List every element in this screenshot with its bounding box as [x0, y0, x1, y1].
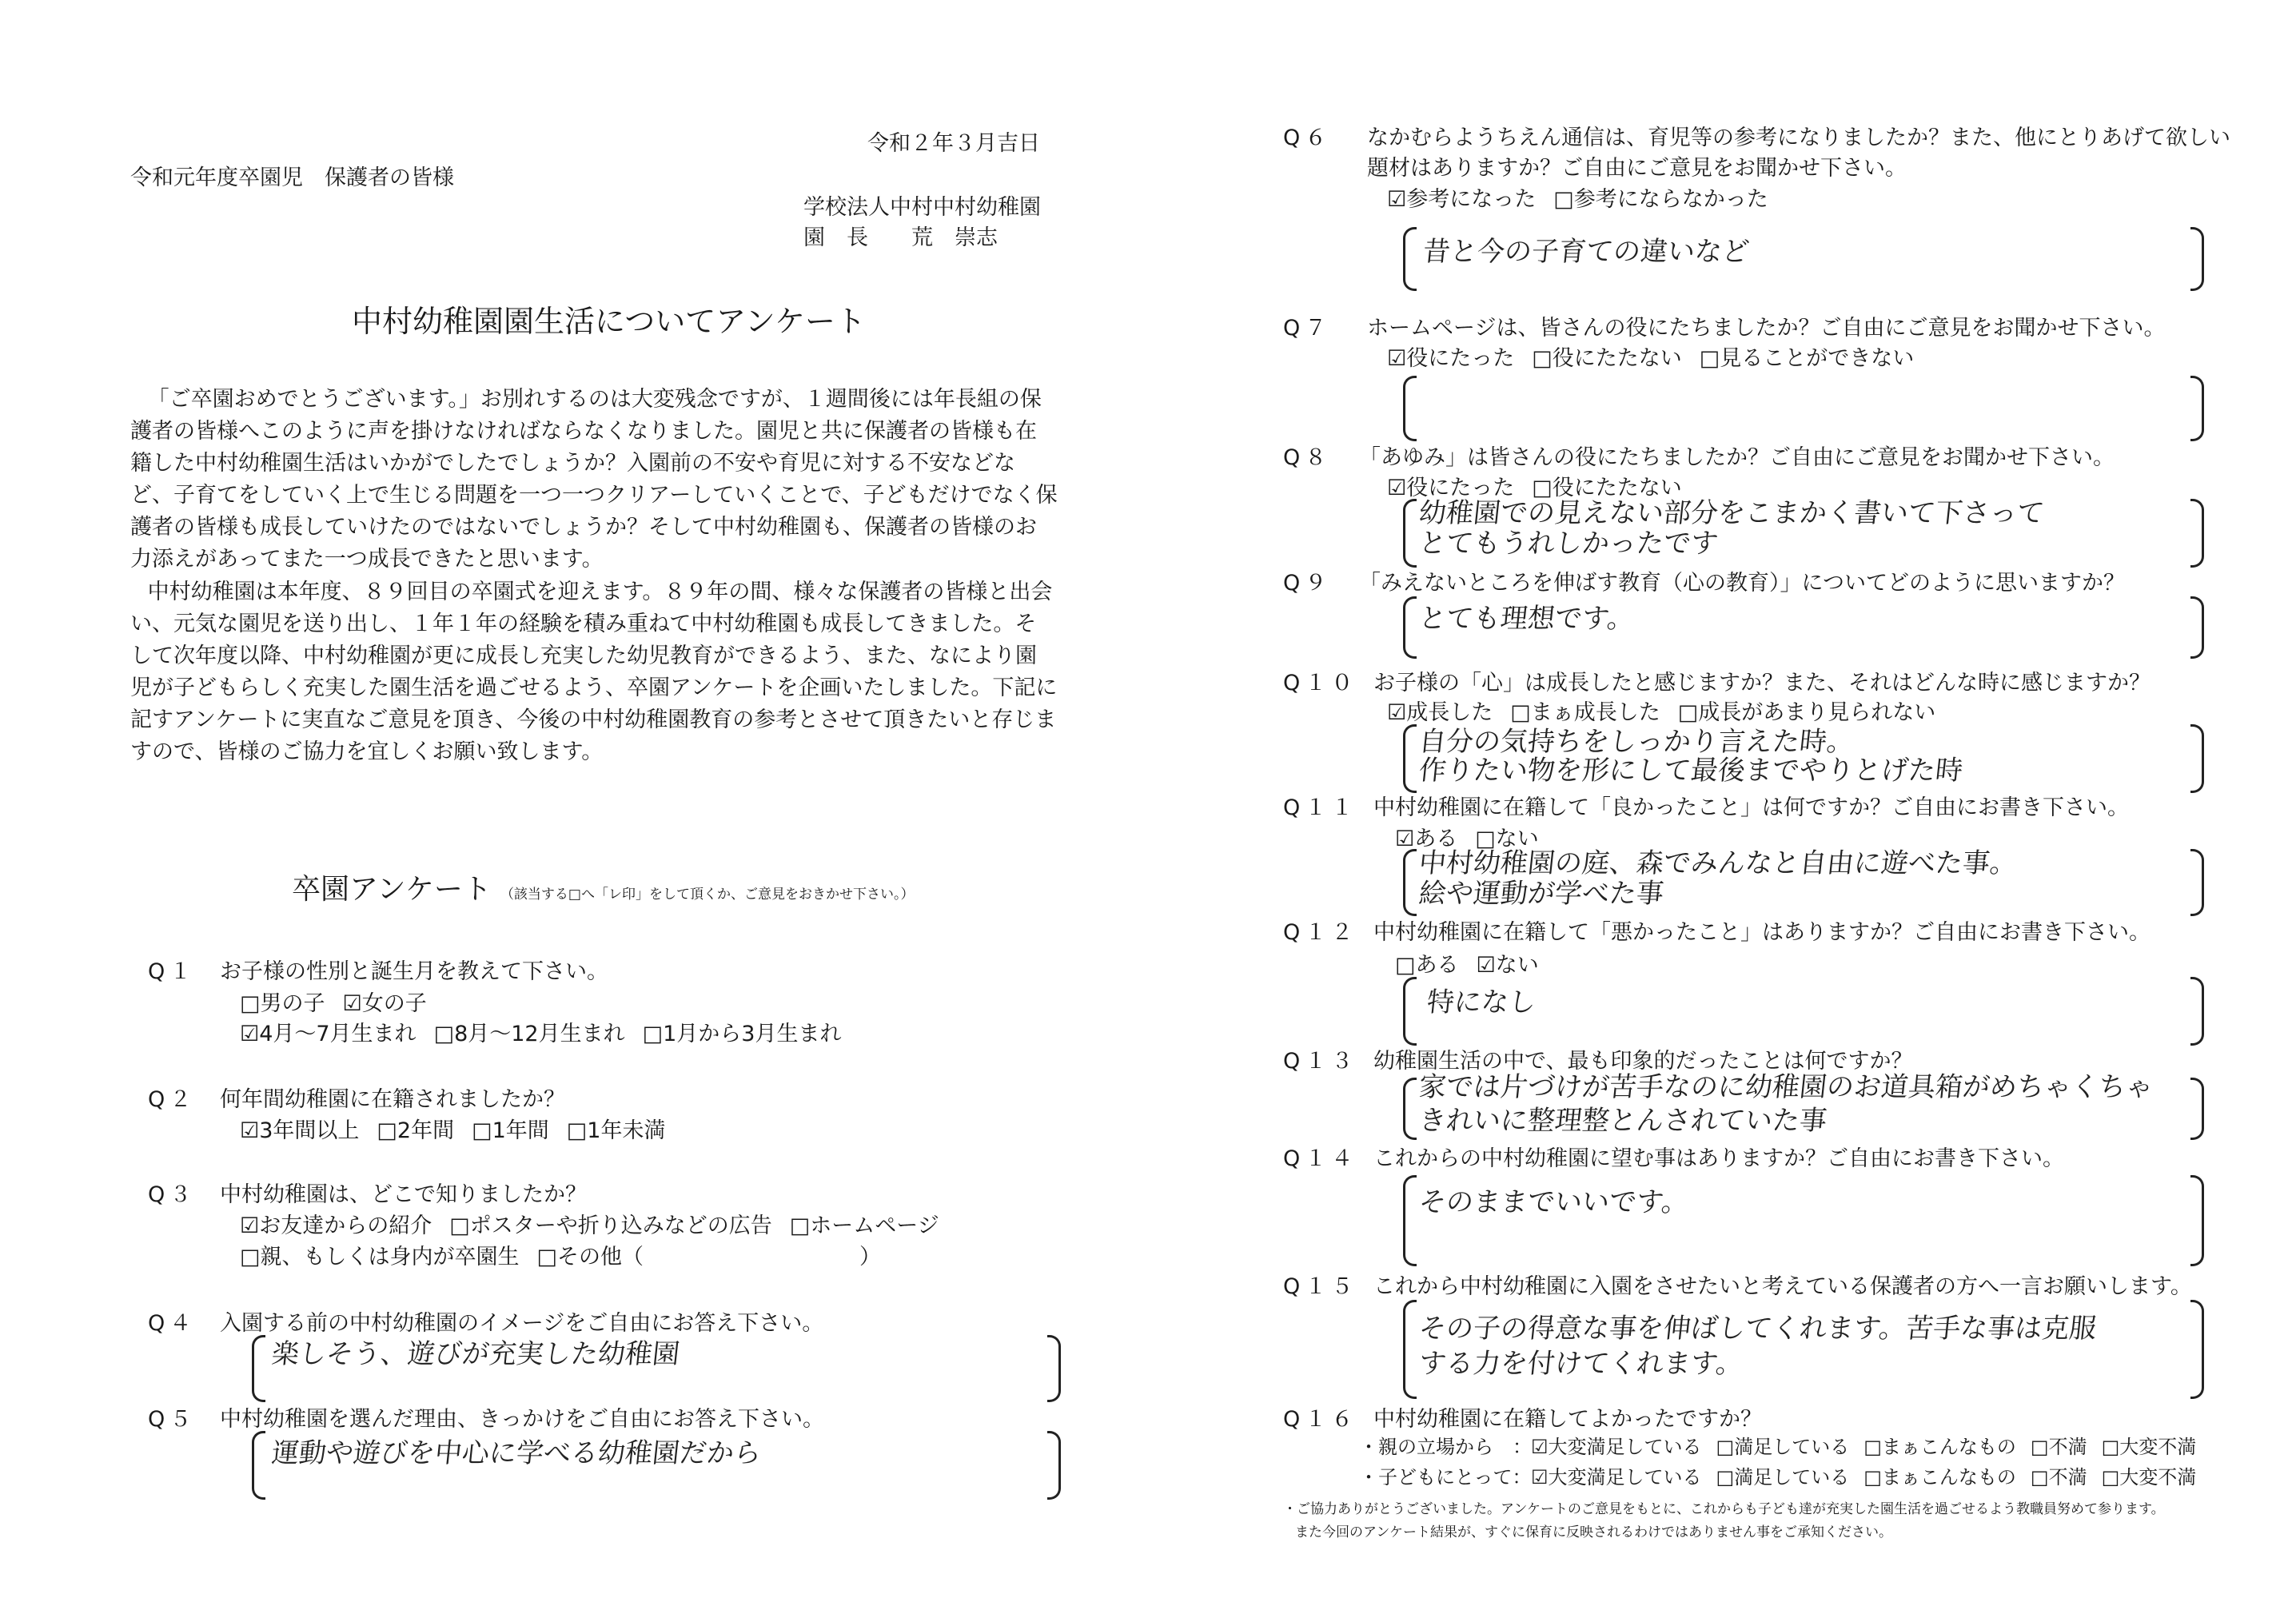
q1-option[interactable]: □8月～12月生まれ: [433, 1022, 625, 1046]
q10-answer-line1[interactable]: 自分の気持ちをしっかり言えた時。: [1417, 726, 1856, 758]
q6-option[interactable]: □参考にならなかった: [1553, 187, 1768, 212]
q7-text: ホームページは、皆さんの役にたちましたか？ご自由にご意見をお聞かせ下さい。: [1367, 316, 2166, 341]
q2-option[interactable]: ☑3年間以上: [240, 1118, 360, 1143]
q6-answer-bracket-right: [2190, 227, 2204, 291]
q9-number: Q９: [1283, 571, 1332, 596]
q2-options: [240, 1117, 684, 1146]
q2-option[interactable]: □2年間: [377, 1118, 455, 1143]
q13-answer-bracket-left: [1403, 1078, 1417, 1140]
recipient-line: 令和元年度卒園児 保護者の皆様: [130, 165, 454, 190]
intro-text-1: 「ご卒園おめでとうございます。」お別れするのは大変残念ですが、１週間後には年長組の保護者の皆様へこのように声を掛けなければならなくなりました。園児と共に保護者の皆様も在籍した中村幼稚園生活はいかがでしたでしょうか？入園前の不安や育児に対する不安などなど、子育てをしていく上で生じる問題を一つ一つクリアーしていくことで、子どもだけでなく保護者の皆様も成長していけたのではないでしょうか？そして中村幼稚園も、保護者の皆様のお力添えがあってまた一つ成長できたと思います。: [130, 387, 1058, 572]
q3-option[interactable]: ☑お友達からの紹介: [240, 1214, 432, 1238]
q6-answer[interactable]: 昔と今の子育ての違いなど: [1421, 236, 1752, 268]
q16-parent-option[interactable]: □不満: [2030, 1436, 2087, 1458]
q11-answer-line2[interactable]: 絵や運動が学べた事: [1417, 878, 1666, 910]
q11-answer-bracket-left: [1403, 849, 1417, 916]
q14-number: Q１４: [1283, 1146, 1358, 1171]
q11-answer-bracket-right: [2190, 849, 2204, 916]
q12-number: Q１２: [1283, 920, 1358, 945]
q5-answer-bracket-right: [1047, 1431, 1061, 1500]
q14-text: これからの中村幼稚園に望む事はありますか？ご自由にお書き下さい。: [1373, 1146, 2064, 1171]
q3-text: 中村幼稚園は、どこで知りましたか？: [220, 1182, 587, 1207]
q10-option[interactable]: □成長があまり見られない: [1677, 700, 1936, 725]
q15-text: これから中村幼稚園に入園をさせたいと考えている保護者の方へ一言お願いします。: [1373, 1274, 2192, 1299]
q16-child-option[interactable]: ☑大変満足している: [1531, 1466, 1702, 1488]
issue-date: 令和２年３月吉日: [867, 131, 1040, 156]
q10-answer-bracket-right: [2190, 724, 2204, 793]
q7-number: Q７: [1283, 316, 1332, 341]
q4-answer[interactable]: 楽しそう、遊びが充実した幼稚園: [269, 1338, 682, 1370]
q10-options: [1387, 699, 1953, 727]
q14-answer[interactable]: そのままでいいです。: [1417, 1186, 1691, 1218]
q6-option[interactable]: ☑参考になった: [1387, 187, 1537, 212]
q13-answer-line2[interactable]: きれいに整理整とんされていた事: [1417, 1105, 1829, 1137]
q9-answer[interactable]: とても理想です。: [1417, 603, 1636, 635]
q7-answer-bracket-right: [2190, 376, 2204, 441]
q15-answer-line2[interactable]: する力を付けてくれます。: [1417, 1348, 1745, 1380]
q16-parent-option[interactable]: ☑大変満足している: [1531, 1436, 1702, 1458]
q13-number: Q１３: [1283, 1049, 1358, 1074]
q2-number: Q２: [148, 1087, 197, 1112]
q8-answer-line2[interactable]: とてもうれしかったです: [1417, 528, 1720, 560]
q16-parent-option[interactable]: □まぁこんなもの: [1864, 1436, 2016, 1458]
intro-text-2: 中村幼稚園は本年度、８９回目の卒園式を迎えます。８９年の間、様々な保護者の皆様と出会い、元気な園児を送り出し、１年１年の経験を積み重ねて中村幼稚園も成長してきました。そして次年度以降、中村幼稚園が更に成長し充実した幼児教育ができるよう、また、なにより園児が子どもらしく充実した園生活を過ごせるよう、卒園アンケートを企画いたしました。下記に記すアンケートに実直なご意見を頂き、今後の中村幼稚園教育の参考とさせて頂きたいと存じますので、皆様のご協力を宜しくお願い致します。: [130, 580, 1058, 764]
q13-text: 幼稚園生活の中で、最も印象的だったことは何ですか？: [1373, 1049, 1913, 1074]
q6-options: [1387, 185, 1786, 214]
q15-answer-bracket-right: [2190, 1300, 2204, 1399]
q8-number: Q８: [1283, 445, 1332, 470]
q7-answer-bracket-left: [1403, 376, 1417, 441]
q6-number: Q６: [1283, 126, 1332, 150]
q3-number: Q３: [148, 1182, 197, 1207]
q15-answer-line1[interactable]: その子の得意な事を伸ばしてくれます。苦手な事は克服: [1417, 1313, 2099, 1345]
survey-title: 卒園アンケート: [292, 873, 492, 906]
q1-option[interactable]: ☑女の子: [342, 991, 427, 1016]
survey-heading: [292, 871, 915, 908]
q16-child-option[interactable]: □大変不満: [2101, 1466, 2197, 1488]
q16-child-option[interactable]: □不満: [2030, 1466, 2087, 1488]
q4-answer-bracket-left: [252, 1335, 265, 1402]
q12-option[interactable]: ☑ない: [1476, 953, 1539, 978]
q3-options-row2: [240, 1243, 899, 1272]
footer-note-1: ・ご協力ありがとうございました。アンケートのご意見をもとに、これからも子ども達が充実した園生活を過ごせるよう教職員努めて参ります。: [1283, 1501, 2165, 1517]
q9-answer-bracket-left: [1403, 596, 1417, 659]
q15-answer-bracket-left: [1403, 1300, 1417, 1399]
q1-number: Q１: [148, 959, 197, 984]
q8-option[interactable]: □役にたたない: [1532, 476, 1682, 500]
q6-text-line1: なかむらようちえん通信は、育児等の参考になりましたか？また、他にとりあげて欲しい: [1367, 126, 2230, 150]
q8-answer-bracket-right: [2190, 499, 2204, 568]
q5-answer-bracket-left: [252, 1431, 265, 1500]
q10-option[interactable]: □まぁ成長した: [1510, 700, 1660, 725]
q9-answer-bracket-right: [2190, 596, 2204, 659]
q1-option[interactable]: □男の子: [240, 991, 325, 1016]
q4-answer-bracket-right: [1047, 1335, 1061, 1402]
q12-options: [1395, 951, 1557, 980]
q8-option[interactable]: ☑役にたった: [1387, 476, 1515, 500]
q12-answer-bracket-right: [2190, 977, 2204, 1046]
q2-option[interactable]: □1年未満: [566, 1118, 666, 1143]
q4-text: 入園する前の中村幼稚園のイメージをご自由にお答え下さい。: [220, 1311, 824, 1336]
q16-parent-option[interactable]: □満足している: [1716, 1436, 1850, 1458]
q12-answer-bracket-left: [1403, 977, 1417, 1046]
q7-option[interactable]: □見ることができない: [1699, 346, 1915, 371]
q2-option[interactable]: □1年間: [472, 1118, 549, 1143]
q16-parent-row: [1359, 1434, 2196, 1460]
q7-option[interactable]: ☑役にたった: [1387, 346, 1515, 371]
q3-option[interactable]: □ホームページ: [789, 1214, 939, 1238]
q15-number: Q１５: [1283, 1274, 1358, 1299]
q8-text: 「あゆみ」は皆さんの役にたちましたか？ご自由にご意見をお聞かせ下さい。: [1359, 445, 2115, 470]
q11-number: Q１１: [1283, 795, 1358, 820]
q1-options-birth: [240, 1020, 859, 1049]
q10-text: お子様の「心」は成長したと感じますか？また、それはどんな時に感じますか？: [1373, 671, 2151, 695]
q1-option[interactable]: □1月から3月生まれ: [642, 1022, 842, 1046]
q8-answer-line1[interactable]: 幼稚園での見えない部分をこまかく書いて下さって: [1417, 497, 2047, 529]
q14-answer-bracket-right: [2190, 1175, 2204, 1266]
intro-paragraph-1: [130, 384, 1058, 576]
q5-answer[interactable]: 運動や遊びを中心に学べる幼稚園だから: [269, 1437, 763, 1469]
q12-text: 中村幼稚園に在籍して「悪かったこと」はありますか？ご自由にお書き下さい。: [1373, 920, 2151, 945]
q2-text: 何年間幼稚園に在籍されましたか？: [220, 1087, 565, 1112]
q16-parent-option[interactable]: □大変不満: [2101, 1436, 2197, 1458]
q12-answer[interactable]: 特になし: [1425, 986, 1538, 1018]
q16-parent-label: ・親の立場から ：: [1359, 1436, 1532, 1458]
q10-option[interactable]: ☑成長した: [1387, 700, 1493, 725]
q5-text: 中村幼稚園を選んだ理由、きっかけをご自由にお答え下さい。: [220, 1407, 824, 1432]
q9-text: 「みえないところを伸ばす教育（心の教育）」についてどのように思いますか？: [1359, 571, 2125, 596]
q6-text-line2: 題材はありますか？ご自由にご意見をお聞かせ下さい。: [1367, 156, 1907, 181]
q16-child-option[interactable]: □満足している: [1716, 1466, 1850, 1488]
q12-option[interactable]: □ある: [1395, 953, 1459, 978]
q7-options: [1387, 345, 1931, 373]
q16-child-row: [1359, 1465, 2196, 1490]
q13-answer-bracket-right: [2190, 1078, 2204, 1140]
q16-number: Q１６: [1283, 1407, 1358, 1432]
q5-number: Q５: [148, 1407, 197, 1432]
q10-number: Q１０: [1283, 671, 1358, 695]
q7-option[interactable]: □役にたたない: [1532, 346, 1682, 371]
q10-answer-line2[interactable]: 作りたい物を形にして最後までやりとげた時: [1417, 755, 1965, 787]
survey-instructions: （該当する□へ「レ印」をして頂くか、ご意見をおきかせ下さい。）: [500, 887, 915, 903]
q1-text: お子様の性別と誕生月を教えて下さい。: [220, 959, 608, 984]
q4-number: Q４: [148, 1311, 197, 1336]
document-title: 中村幼稚園園生活についてアンケート: [352, 304, 866, 339]
q11-answer-line1[interactable]: 中村幼稚園の庭、森でみんなと自由に遊べた事。: [1417, 847, 2019, 879]
q3-option[interactable]: □ポスターや折り込みなどの広告: [449, 1214, 772, 1238]
q14-answer-bracket-left: [1403, 1175, 1417, 1266]
q11-option[interactable]: □ない: [1475, 827, 1539, 851]
q3-options-row1: [240, 1212, 957, 1241]
q16-text: 中村幼稚園に在籍してよかったですか？: [1373, 1407, 1762, 1432]
q10-answer-bracket-left: [1403, 724, 1417, 793]
q11-option[interactable]: ☑ある: [1395, 827, 1458, 851]
footer-note-2: また今回のアンケート結果が、すぐに保育に反映されるわけではありません事をご承知ください。: [1295, 1524, 1892, 1540]
q1-option[interactable]: ☑4月～7月生まれ: [240, 1022, 417, 1046]
intro-paragraph-2: [130, 576, 1058, 768]
q3-option[interactable]: □親、もしくは身内が卒園生: [240, 1245, 520, 1269]
q3-option[interactable]: □その他（ ）: [536, 1245, 882, 1269]
q16-child-option[interactable]: □まぁこんなもの: [1864, 1466, 2016, 1488]
q8-answer-bracket-left: [1403, 499, 1417, 568]
q11-text: 中村幼稚園に在籍して「良かったこと」は何ですか？ご自由にお書き下さい。: [1373, 795, 2129, 820]
organization-name: 学校法人中村中村幼稚園: [803, 195, 1041, 220]
q6-answer-bracket-left: [1403, 227, 1417, 291]
principal-name: 園 長 荒 崇志: [803, 225, 998, 250]
q1-options-gender: [240, 990, 444, 1018]
q16-child-label: ・子どもにとって：: [1359, 1466, 1532, 1488]
q13-answer-line1[interactable]: 家では片づけが苦手なのに幼稚園のお道具箱がめちゃくちゃ: [1417, 1071, 2155, 1103]
